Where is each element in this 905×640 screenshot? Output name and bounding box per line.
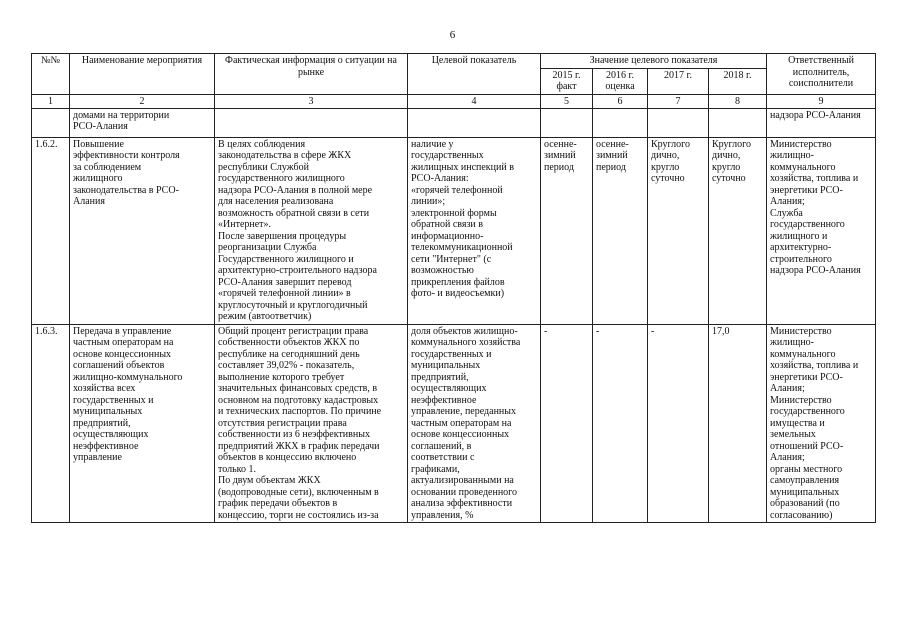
- row-2015: осенне- зимний период: [541, 137, 593, 324]
- column-numbers-row: [32, 94, 876, 108]
- column-number: 3: [215, 94, 408, 108]
- row-2016: [593, 108, 648, 137]
- row-2017: -: [648, 324, 709, 523]
- row-target: наличие у государственных жилищных инспекций в РСО-Алания: «горячей телефонной линии»; электронной формы обратной связи в информационно- телекоммуникационной сети "Интернет" (с возможностью прикрепления файлов фото- и видеосъемки): [408, 137, 541, 324]
- row-info: В целях соблюдения законодательства в сфере ЖКХ республики Службой государственного жилищного надзора РСО-Алания в полной мере для населения реализована возможность обратной связи в сети «Интернет». После завершения процедуры реорганизации Служба Государственного жилищного и архитектурно-строительного надзора РСО-Алания завершит перевод «горячей телефонной линии» в круглосуточный и круглогодичный режим (автоответчик): [215, 137, 408, 324]
- table-row: [32, 324, 876, 523]
- row-name: домами на территории РСО-Алания: [70, 108, 215, 137]
- row-num: 1.6.2.: [32, 137, 70, 324]
- header-2015: 2015 г. факт: [541, 68, 593, 94]
- row-name: Передача в управление частным операторам на основе концессионных соглашений объектов жилищно-коммунального хозяйства всех государственных и муниципальных предприятий, осуществляющих неэффективное управление: [70, 324, 215, 523]
- column-number: 4: [408, 94, 541, 108]
- header-2016: 2016 г. оценка: [593, 68, 648, 94]
- page-number: 6: [449, 29, 456, 41]
- table-row: [32, 137, 876, 324]
- row-target: доля объектов жилищно- коммунального хозяйства государственных и муниципальных предприятий, осуществляющих неэффективное управление, переданных частным операторам на основе концессионных соглашений, в соответствии с графиками, актуализированными на основании проведенного анализа эффективности управления, %: [408, 324, 541, 523]
- row-2018: [709, 108, 767, 137]
- header-name: Наименование мероприятия: [70, 54, 215, 95]
- header-responsible: Ответственный исполнитель, соисполнители: [767, 54, 876, 95]
- row-target: [408, 108, 541, 137]
- row-info: Общий процент регистрации права собственности объектов ЖКХ по республике на сегодняшний день составляет 39,02% - показатель, выполнение которого требует значительных финансовых средств, в основном на подготовку кадастровых и технических паспортов. По причине отсутствия регистрации права собственности из 6 неэффективных предприятий ЖКХ в график передачи объектов в концессию включено только 1. По двум объектам ЖКХ (водопроводные сети), включенным в график передачи объектов в концессию, торги не состоялись из-за: [215, 324, 408, 523]
- row-2015: -: [541, 324, 593, 523]
- header-2017: 2017 г.: [648, 68, 709, 94]
- column-number: 8: [709, 94, 767, 108]
- row-2017: [648, 108, 709, 137]
- row-2015: [541, 108, 593, 137]
- row-num: [32, 108, 70, 137]
- row-responsible: надзора РСО-Алания: [767, 108, 876, 137]
- table-row: [32, 108, 876, 137]
- column-number: 9: [767, 94, 876, 108]
- header-num: №№: [32, 54, 70, 95]
- row-info: [215, 108, 408, 137]
- row-num: 1.6.3.: [32, 324, 70, 523]
- column-number: 1: [32, 94, 70, 108]
- column-number: 6: [593, 94, 648, 108]
- row-2017: Круглого дично, кругло суточно: [648, 137, 709, 324]
- row-2018: 17,0: [709, 324, 767, 523]
- row-2018: Круглого дично, кругло суточно: [709, 137, 767, 324]
- row-responsible: Министерство жилищно- коммунального хозяйства, топлива и энергетики РСО- Алания; Министерство государственного имущества и земельных отношений РСО- Алания; органы местного самоуправления муниципальных образований (по согласованию): [767, 324, 876, 523]
- row-name: Повышение эффективности контроля за соблюдением жилищного законодательства в РСО- Алания: [70, 137, 215, 324]
- column-number: 7: [648, 94, 709, 108]
- column-number: 2: [70, 94, 215, 108]
- row-2016: -: [593, 324, 648, 523]
- row-2016: осенне- зимний период: [593, 137, 648, 324]
- header-value-group: Значение целевого показателя: [541, 54, 767, 69]
- target-indicators-table: [31, 53, 876, 523]
- header-row: [32, 54, 876, 69]
- row-responsible: Министерство жилищно- коммунального хозяйства, топлива и энергетики РСО- Алания; Служба государственного жилищного и архитектурно- строительного надзора РСО-Алания: [767, 137, 876, 324]
- header-info: Фактическая информация о ситуации на рынке: [215, 54, 408, 95]
- column-number: 5: [541, 94, 593, 108]
- header-2018: 2018 г.: [709, 68, 767, 94]
- header-target: Целевой показатель: [408, 54, 541, 95]
